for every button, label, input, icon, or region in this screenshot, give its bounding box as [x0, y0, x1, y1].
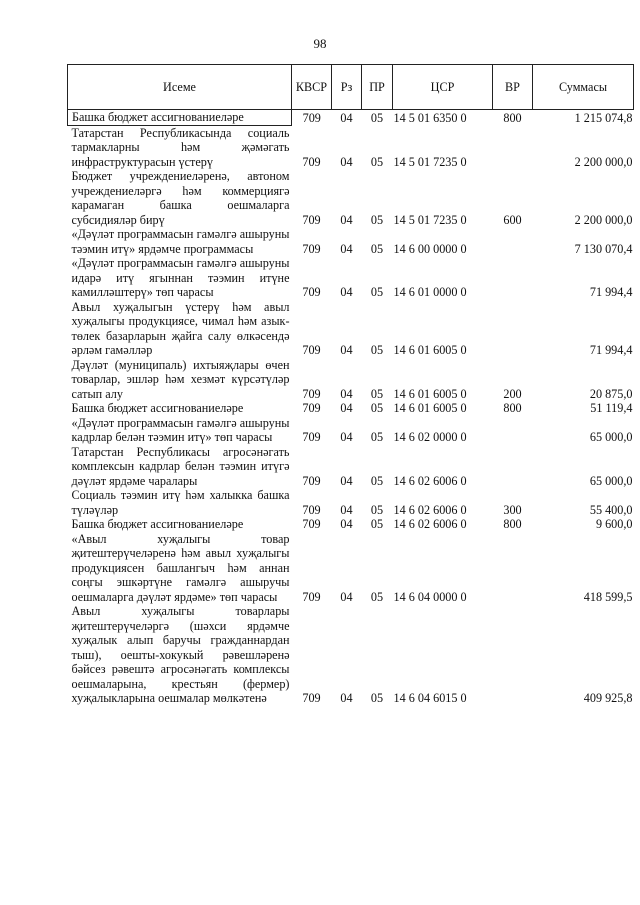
row-name: Социаль тәэмин итү һәм халыкка башка түләүләр — [71, 488, 290, 517]
table-row — [68, 227, 634, 256]
row-csr: 14 6 04 6015 0 — [393, 691, 467, 705]
row-name: Дәүләт (муниципаль) ихтыяҗлары өчен товарлар, эшләр һәм хезмәт күрсәтүләр сатып алу — [71, 357, 290, 401]
row-name: «Авыл хуҗалыгы товар җитештерүчеләренә һәм авыл хуҗалыгы продукциясен башлангыч һәм аннан соңгы эшкәртүне гамәлгә ашыручы оешмаларга дәүләт ярдәме» төп чарасы — [71, 531, 290, 604]
row-vr — [493, 445, 533, 489]
row-kvsr: 709 — [302, 154, 321, 169]
row-vr — [493, 416, 533, 445]
row-vr: 800 — [503, 517, 522, 531]
column-header-kvsr: КВСР — [292, 65, 332, 110]
row-rz: 04 — [340, 212, 353, 227]
column-header-name: Исеме — [68, 65, 292, 110]
row-pr: 05 — [370, 401, 384, 415]
row-pr: 05 — [370, 517, 384, 531]
page-number: 98 — [313, 36, 327, 51]
row-kvsr: 709 — [302, 401, 321, 415]
row-sum: 418 599,5 — [583, 589, 633, 604]
row-rz: 04 — [340, 691, 353, 705]
row-csr: 14 6 00 0000 0 — [393, 241, 467, 256]
table-row — [68, 358, 634, 402]
row-csr: 14 5 01 6350 0 — [393, 110, 467, 125]
row-rz: 04 — [340, 473, 353, 488]
row-vr — [493, 300, 533, 358]
row-name: «Дәүләт программасын гамәлгә ашыруны тәэмин итү» ярдәмче программасы — [71, 227, 290, 256]
row-vr: 200 — [503, 386, 522, 401]
row-name: Башка бюджет ассигнованиеләре — [71, 517, 244, 531]
table-row — [68, 125, 634, 169]
row-name: Татарстан Республикасында социаль тармакларны һәм җәмәгать инфраструктурасын үстерү — [71, 125, 290, 169]
budget-table — [67, 64, 634, 706]
row-pr: 05 — [370, 502, 384, 517]
row-name: «Дәүләт программасын гамәлгә ашыруны кадрлар белән тәэмин итү» төп чарасы — [71, 415, 290, 444]
column-header-rz: Рз — [332, 65, 362, 110]
row-pr: 05 — [370, 343, 384, 357]
row-vr — [493, 125, 533, 169]
row-kvsr: 709 — [302, 343, 321, 357]
row-rz: 04 — [340, 241, 353, 256]
row-rz: 04 — [340, 154, 353, 169]
row-kvsr: 709 — [302, 502, 321, 517]
row-kvsr: 709 — [302, 241, 321, 256]
row-vr — [493, 604, 533, 706]
row-kvsr: 709 — [302, 517, 321, 531]
column-header-vr: ВР — [493, 65, 533, 110]
row-rz: 04 — [340, 502, 353, 517]
table-row — [68, 517, 634, 532]
table-row — [68, 110, 634, 126]
row-pr: 05 — [370, 473, 384, 488]
row-name: Авыл хуҗалыгын үстерү һәм авыл хуҗалыгы продукциясе, чимал һәм азык-төлек базарларын җайга салу өлкәсендә әрләм гамәлләр — [71, 299, 290, 357]
row-csr: 14 6 02 6006 0 — [393, 502, 467, 517]
row-sum: 51 119,4 — [590, 401, 633, 415]
table-row — [68, 169, 634, 227]
row-name: «Дәүләт программасын гамәлгә ашыруны идарә итү ягыннан тәэмин итүне камилләштерү» төп чарасы — [71, 256, 290, 299]
column-header-sum: Суммасы — [533, 65, 634, 110]
row-sum: 71 994,4 — [589, 343, 633, 357]
row-name: Татарстан Республикасы агросәнәгать комплексын кадрлар белән тәэмин итүгә дәүләт ярдәме чаралары — [71, 444, 290, 488]
table-row — [68, 604, 634, 706]
column-header-pr: ПР — [362, 65, 393, 110]
row-sum: 20 875,0 — [589, 386, 633, 401]
row-pr: 05 — [370, 386, 384, 401]
row-csr: 14 6 01 6005 0 — [393, 401, 467, 415]
row-rz: 04 — [340, 110, 353, 125]
row-rz: 04 — [340, 386, 353, 401]
row-sum: 71 994,4 — [589, 285, 633, 299]
row-csr: 14 5 01 7235 0 — [393, 212, 467, 227]
row-kvsr: 709 — [302, 473, 321, 488]
row-kvsr: 709 — [302, 691, 321, 705]
table-row — [68, 532, 634, 605]
row-sum: 65 000,0 — [589, 430, 633, 444]
table-row — [68, 256, 634, 300]
row-pr: 05 — [370, 589, 384, 604]
row-sum: 2 200 000,0 — [574, 212, 633, 227]
row-kvsr: 709 — [302, 589, 321, 604]
table-row — [68, 300, 634, 358]
row-vr: 600 — [503, 212, 522, 227]
row-vr — [493, 256, 533, 300]
table-header-row — [68, 65, 634, 110]
column-header-csr: ЦСР — [393, 65, 493, 110]
row-csr: 14 5 01 7235 0 — [393, 154, 467, 169]
row-sum: 65 000,0 — [589, 473, 633, 488]
row-name: Башка бюджет ассигнованиеләре — [71, 401, 244, 415]
row-pr: 05 — [370, 430, 384, 444]
row-rz: 04 — [340, 343, 353, 357]
row-vr: 300 — [503, 502, 522, 517]
row-pr: 05 — [370, 154, 384, 169]
row-csr: 14 6 02 6006 0 — [393, 473, 467, 488]
row-vr: 800 — [503, 401, 522, 415]
row-vr: 800 — [503, 110, 522, 125]
row-pr: 05 — [370, 285, 384, 299]
table-row — [68, 401, 634, 416]
row-sum: 1 215 074,8 — [574, 110, 633, 125]
row-name: Башка бюджет ассигнованиеләре — [68, 110, 292, 126]
row-rz: 04 — [340, 285, 353, 299]
row-pr: 05 — [370, 212, 384, 227]
row-rz: 04 — [340, 589, 353, 604]
row-csr: 14 6 04 0000 0 — [393, 589, 467, 604]
row-name: Авыл хуҗалыгы товарлары җитештерүчеләргә (шәхси ярдәмче хуҗалык алып баручы гражданнардан тыш), оешты-хокукый рәвешләренә бәйсез рәвештә агросәнәгать комплексы оешмаларына, крестьян (фермер) хуҗалыкларына оешмалар мөлкәтенә — [71, 604, 290, 705]
row-name: Бюджет учреждениеләренә, автоном учреждениеләргә һәм коммерциягә карамаган башка оешмаларга субсидияләр бирү — [71, 169, 290, 227]
row-pr: 05 — [370, 110, 384, 125]
row-csr: 14 6 01 6005 0 — [393, 386, 467, 401]
row-kvsr: 709 — [302, 285, 321, 299]
row-rz: 04 — [340, 517, 353, 531]
row-vr — [493, 227, 533, 256]
row-rz: 04 — [340, 430, 353, 444]
row-kvsr: 709 — [302, 386, 321, 401]
row-pr: 05 — [370, 241, 384, 256]
row-csr: 14 6 02 0000 0 — [393, 430, 467, 444]
row-sum: 2 200 000,0 — [574, 154, 633, 169]
row-sum: 9 600,0 — [595, 517, 633, 531]
row-csr: 14 6 02 6006 0 — [393, 517, 467, 531]
row-kvsr: 709 — [302, 212, 321, 227]
row-sum: 55 400,0 — [589, 502, 633, 517]
row-vr — [493, 532, 533, 605]
row-rz: 04 — [340, 401, 353, 415]
table-row — [68, 416, 634, 445]
row-pr: 05 — [370, 691, 384, 705]
table-row — [68, 488, 634, 517]
table-row — [68, 445, 634, 489]
row-csr: 14 6 01 0000 0 — [393, 285, 467, 299]
row-csr: 14 6 01 6005 0 — [393, 343, 467, 357]
row-sum: 7 130 070,4 — [574, 241, 633, 256]
row-sum: 409 925,8 — [583, 691, 633, 705]
row-kvsr: 709 — [302, 110, 321, 125]
row-kvsr: 709 — [302, 430, 321, 444]
